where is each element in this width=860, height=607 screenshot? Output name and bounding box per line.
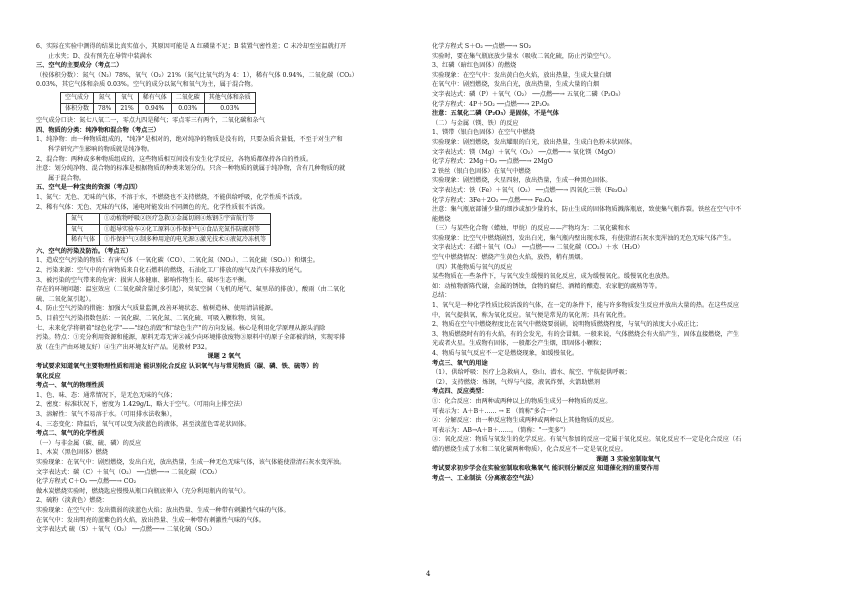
table-cell: 21% (116, 103, 138, 114)
table-row (61, 103, 256, 114)
section-heading: 六、空气的污染及防治。（考点五） (36, 247, 132, 255)
text-line: 实验现象：在空气中：发出黄白色火焰，放出热量，生成大量白烟 (432, 71, 612, 79)
table-row (67, 224, 271, 235)
table-cell: 78% (94, 103, 116, 114)
text-line: 文字表达式：石蜡＋氧气（O₂） ──点燃──→ 二氧化碳（CO₂）＋水（H₂O） (432, 244, 644, 252)
text-line: 注意：划分纯净物、混合物的标准是根据物质的种类来划分的。只含一种物质的就属于纯净物，含有几种物质的就 (36, 165, 346, 173)
text-line: 1、色、味、态：通常情况下，是无色无味的气体； (36, 391, 177, 399)
text-line: 总结： (432, 292, 451, 300)
text-line: 5、目前空气污染指数包括：一氧化碳、二氧化氮、二氧化硫、可吸入颗粒物、臭氧。 (36, 315, 269, 323)
text-line: 空气成分口诀：氮七八氧二一，零点九四是稀气；零点零三有两个，二氧化碳和杂气 (36, 117, 265, 125)
text-line: 文字表达式：铁（Fe）＋氧气（O₂） ──点燃──→ 四氧化三铁（Fe₃O₄） (432, 186, 632, 194)
text-line: （二）与金属（镁、铁）的反应 (432, 119, 519, 127)
text-line: （四）其他物质与氧气的反应 (432, 263, 513, 271)
section-heading: 五、空气是一种宝贵的资源（考点四） (36, 184, 142, 192)
text-line: 在氧气中：剧烈燃烧，发出白光，放出热量，生成大量的白烟 (432, 81, 600, 89)
text-line: 3、被污染的空气带来的危害：损害人体健康、影响作物生长、破坏生态平衡。 (36, 276, 251, 284)
table-cell: 0.03% (204, 103, 255, 114)
table-cell: 氧气 (116, 92, 138, 103)
table-cell: 体积分数 (61, 103, 94, 114)
table-header-row (61, 92, 256, 103)
text-line: 4、三态变化：降温后，氧气可以变为淡蓝色的液体，甚至淡蓝色雪花状固体。 (36, 420, 251, 428)
section-heading: 三、空气的主要成分（考点二） (36, 62, 123, 70)
text-line: 文字表达式 硫（S）＋氧气（O₂） ──点燃──→ 二氧化硫（SO₂） (36, 526, 216, 534)
text-line: 1、木炭（黑色固体）燃烧 (36, 449, 108, 457)
text-line: 2、硫粉（淡黄色）燃烧： (36, 497, 108, 505)
text-line: 中，氧气提供氧，称为氧化反应。氧气便是常见的氧化剂；具有氧化性。 (432, 311, 630, 319)
table-cell: 氧气 (67, 224, 100, 235)
text-line: ③：氧化反应：物质与氧发生的化学反应。有氧气参加的反应一定属于氧化反应。氧化反应不一定是化合反应（石 (432, 436, 742, 444)
text-line: 2 铁丝（银白色固体）在氧气中燃烧 (432, 167, 531, 175)
left-column (36, 42, 412, 535)
gas-uses-table (66, 213, 271, 246)
text-line: 做木炭燃烧实验时，燃烧匙应慢慢从瓶口向瓶底伸入（充分利用瓶内的氧气）。 (36, 487, 250, 495)
text-line: 止水夹；D、没有预先在导管中装满水 (48, 52, 152, 60)
table-cell: ①作保护气②制多种用途的电光源③激光技术④液氦冷冻机等 (100, 235, 271, 246)
table-cell: ①动植物呼吸②医疗急救③金属切割④炼钢⑤宇宙航行等 (100, 214, 271, 225)
table-row (67, 214, 271, 225)
text-line: 可表示为：AB→A＋B＋……。（简称："一变多"） (432, 426, 570, 434)
text-line: 2、混合物：两种或多种物质组成的，这些物质相互间没有发生化学反应，各物质都保持各自的性质。 (36, 155, 313, 163)
text-line: （按体积分数）：氮气（N₂）78%，氧气（O₂）21%（氮气比氧气约为 4：1），稀有气体 0.94%，二氧化碳（CO₂） (36, 71, 358, 79)
text-line: 实验现象：剧烈燃烧，发出耀眼的白光，放出热量，生成白色粉末状固体。 (432, 138, 637, 146)
text-line: 1、氮气：无色、无味的气体，不溶于水，不燃烧也不支持燃烧，不能供给呼吸，化学性质不活泼。 (36, 193, 306, 201)
air-composition-table (60, 92, 256, 114)
text-line: 文字表达式：镁（Mg）＋氧气（O₂） ──点燃──→ 氧化镁（MgO） (432, 148, 620, 156)
text-line: 1、纯净物：由一种物质组成的，"纯净"是相对的，绝对纯净的物质是没有的，只要杂质含量低，不至于对生产和 (36, 136, 343, 144)
table-cell: 空气成分 (61, 92, 94, 103)
section-heading: 考点二、氧气的化学性质 (36, 430, 105, 438)
text-line: 蜡的燃烧生成了水和二氧化碳两种物质），化合反应不一定是氧化反应。 (432, 445, 627, 453)
section-heading: 考点一、工业制法（分离液态空气法） (432, 474, 538, 482)
text-line: 硫、二氧化氮引起）。 (36, 295, 95, 303)
text-line: 2、稀有气体：无色、无味的气体，通电时能发出不同颜色的光，化学性质很不活泼。 (36, 203, 269, 211)
text-line: 存在的环境问题：温室效应（二氧化碳含量过多引起），臭氧空洞（飞机的尾气、氟里昂的排放），酸雨（由二氧化 (36, 286, 346, 294)
text-line: （三）与某些化合物（蜡烛、甲烷）的反应——产物均为：二氧化碳和水 (432, 225, 630, 233)
note-line: 注意：五氧化二磷（P₂O₅）是固体，不是气体 (432, 110, 559, 118)
table-cell: 稀有气体 (138, 92, 171, 103)
exam-requirement: 考试要求知道氧气主要物理性质和用途 能识别化合反应 认识氧气与与常见物质（碳、磷、铁、硫等）的 (36, 363, 319, 370)
text-line: （2）、支持燃烧：炼钢，气焊与气接，液氧炸弹，火箭助燃剂 (432, 378, 600, 386)
text-line: 化学方程式：3Fe＋2O₂ ──点燃──→ Fe₃O₄ (432, 196, 553, 204)
text-line: 实验时，要在集气瓶底放少量水（吸收二氧化硫，防止污染空气）。 (432, 52, 615, 60)
text-line: 2、污染来源：空气中的有害物质来自化石燃料的燃烧，石油化工厂排放的废气及汽车排放的尾气。 (36, 267, 306, 275)
text-line: 某些物质在一些条件下，与氧气发生缓慢的氧化反应，成为缓慢氧化。缓慢氧化也放热。 (432, 273, 674, 281)
text-line: 在氧气中：发出明亮的蓝紫色的火焰，放出热量、生成一种带有刺激性气味的气体。 (36, 516, 265, 524)
text-line: 6、实际在实验中测得的结果比真实值小，其原因可能是 A 红磷量不足；B 装置气密性差；C 未冷却至室温就打开 (36, 43, 347, 50)
text-line: 实验现象：在氧气中：剧烈燃烧，发出白光，放出热量，生成一种无色无味气体，该气体能使澄清石灰水变浑浊。 (36, 458, 346, 466)
text-line: 1、氧气是一种化学性质比较活泼的气体，在一定的条件下，能与许多物质发生反应并放出大量的热。在这些反应 (432, 302, 740, 310)
table-cell: 其他气体和杂质 (204, 92, 255, 103)
table-cell: 0.03% (171, 103, 204, 114)
right-column (432, 42, 824, 483)
exam-requirement: 氧化反应 (36, 372, 61, 380)
text-line: ②：分解反应：由一种反应物生成两种或两种以上其他物质的反应。 (432, 417, 618, 425)
text-line: 光或者火星。生成物有固体，一般都会产生烟，即固体小颗粒； (432, 340, 606, 348)
text-line: 1、造成空气污染的物质：有害气体（一氧化碳（CO）、二氧化氮（NO₂）、二氧化硫（SO₂））和烟尘。 (36, 257, 319, 265)
table-cell: 氮气 (67, 214, 100, 225)
text-line: 能燃烧 (432, 215, 451, 223)
text-line: 文字表达式：碳（C）＋氧气（O₂） ──点燃──→ 二氧化碳（CO₂） (36, 468, 221, 476)
table-cell: 0.94% (138, 103, 171, 114)
text-line: 0.03%，其它气体和杂质 0.03%。空气的成分以氮气和氧气为主，属于混合物。 (36, 81, 257, 89)
text-line: 化学方程式：2Mg＋O₂ ──点燃──→ 2MgO (432, 158, 553, 166)
text-line: 属于混合物。 (48, 174, 86, 182)
text-line: 化学方程式：4P＋5O₂ ──点燃──→ 2P₂O₅ (432, 100, 550, 108)
text-line: （一）与非金属（碳、硫、磷）的反应 (36, 439, 142, 447)
text-line: 实验现象：比空气中燃烧剧烈，发出白光，集气瓶内壁出现水珠，有使澄清石灰水变浑浊的无色无味气体产生。 (432, 234, 736, 242)
section-heading: 考点三、氧气的用途 (432, 359, 488, 367)
text-line: 如：动植物新陈代谢，金属的锈蚀，食物的腐烂、酒精的酿造、农家肥的腐熟等等。 (432, 282, 661, 290)
section-heading: 考点一、氧气的物理性质 (36, 382, 105, 390)
text-line: 2、密度：标准状况下，密度为 1.429g/L，略大于空气。（可用向上排空法） (36, 401, 247, 409)
text-line: 4、防止空气污染的措施：加强大气质量监测,改善环境状态、植树造林、使用清洁能源。 (36, 305, 278, 313)
text-line: 文字表达式：磷（P）＋氧气（O₂） ──点燃──→ 五氧化二磷（P₂O₅） (432, 90, 625, 98)
text-line: 放（在生产由环境友好）④生产出环境友好产品。见教材 P32。 (36, 343, 211, 351)
section-title: 课题 3 实验室制取氧气 (595, 455, 661, 463)
table-cell: 二氧化碳 (171, 92, 204, 103)
table-cell: 氮气 (94, 92, 116, 103)
text-line: 污染。特点：①充分利用资源和能源，原料无毒无害②减少向环境排放废物③原料中的原子全部被消纳，实现零排 (36, 334, 346, 342)
exam-requirement: 考试要求初步学会在实验室制取和收集氧气 能识别分解反应 知道催化剂的重要作用 (432, 465, 660, 473)
text-line: 七、未来化学将朝着"绿色化学"——"绿色消毁"和"绿色生产"的方向发展。核心是利用化学原理从源头消除 (36, 324, 326, 332)
text-line: 1、镁带（银白色固体）在空气中燃烧 (432, 129, 535, 137)
text-line: 化学方程式 C＋O₂ ──点燃──→ CO₂ (36, 478, 137, 486)
section-title: 课题 2 氧气 (207, 353, 241, 361)
text-line: ①：化合反应：由两种或两种以上的物质生成另一种物质的反应。 (432, 397, 612, 405)
table-cell: ①超导实验车②化工原料③作保护气④食品充氮作防腐剂等 (100, 224, 271, 235)
text-line: （1）、供给呼吸：医疗上急救病人，登山、潜水、航空、宇航提供呼吸； (432, 369, 631, 377)
table-cell: 稀有气体 (67, 235, 100, 246)
text-line: 空气中燃烧情况：燃烧产生黄色火焰，放热，稍有黑烟。 (432, 254, 587, 262)
table-row (67, 235, 271, 246)
section-heading: 四、物质的分类：纯净物和混合物（考点三） (36, 126, 160, 134)
text-line: 注意：集气瓶底部铺少量的细沙或加少量的水，防止生成的固体物质溅落瓶底，致使集气瓶炸裂。铁丝在空气中不 (432, 206, 742, 214)
section-heading: 考点四、反应类型： (432, 388, 488, 396)
text-line: 实验现象：在空气中：发出微弱的淡蓝色火焰；放出热量、生成一种带有刺激性气味的气体。 (36, 506, 290, 514)
text-line: 可表示为：A＋B＋…… → E （简称"多合一"） (432, 407, 562, 415)
text-line: 实验现象：剧烈燃烧，火星四射，放出热量，生成一种黑色固体。 (432, 177, 612, 185)
text-line: 3、物质燃烧时有的有火焰，有的会发光，有的会冒烟。一般来说，气体燃烧会有火焰产生，固体直接燃烧，产生 (432, 330, 740, 338)
text-line: 科学研究产生影响的物质就是纯净物。 (48, 145, 154, 153)
text-line: 2、物质在空气中燃烧程度比在氧气中燃烧要弱剧，说明物质燃烧程度，与氧气的浓度大小成正比； (432, 321, 702, 329)
text-line: 3、溶解性：氧气不易溶于水。（可用排水法收集）， (36, 410, 177, 418)
text-line: 4、物质与氧气反应不一定是燃烧现象，如缓慢氧化。 (432, 350, 579, 357)
page-number: 4 (426, 570, 431, 578)
text-line: 化学方程式 S＋O₂ ──点燃──→ SO₂ (432, 43, 532, 50)
text-line: 3、红磷（暗红色固体）的燃烧 (432, 62, 517, 70)
